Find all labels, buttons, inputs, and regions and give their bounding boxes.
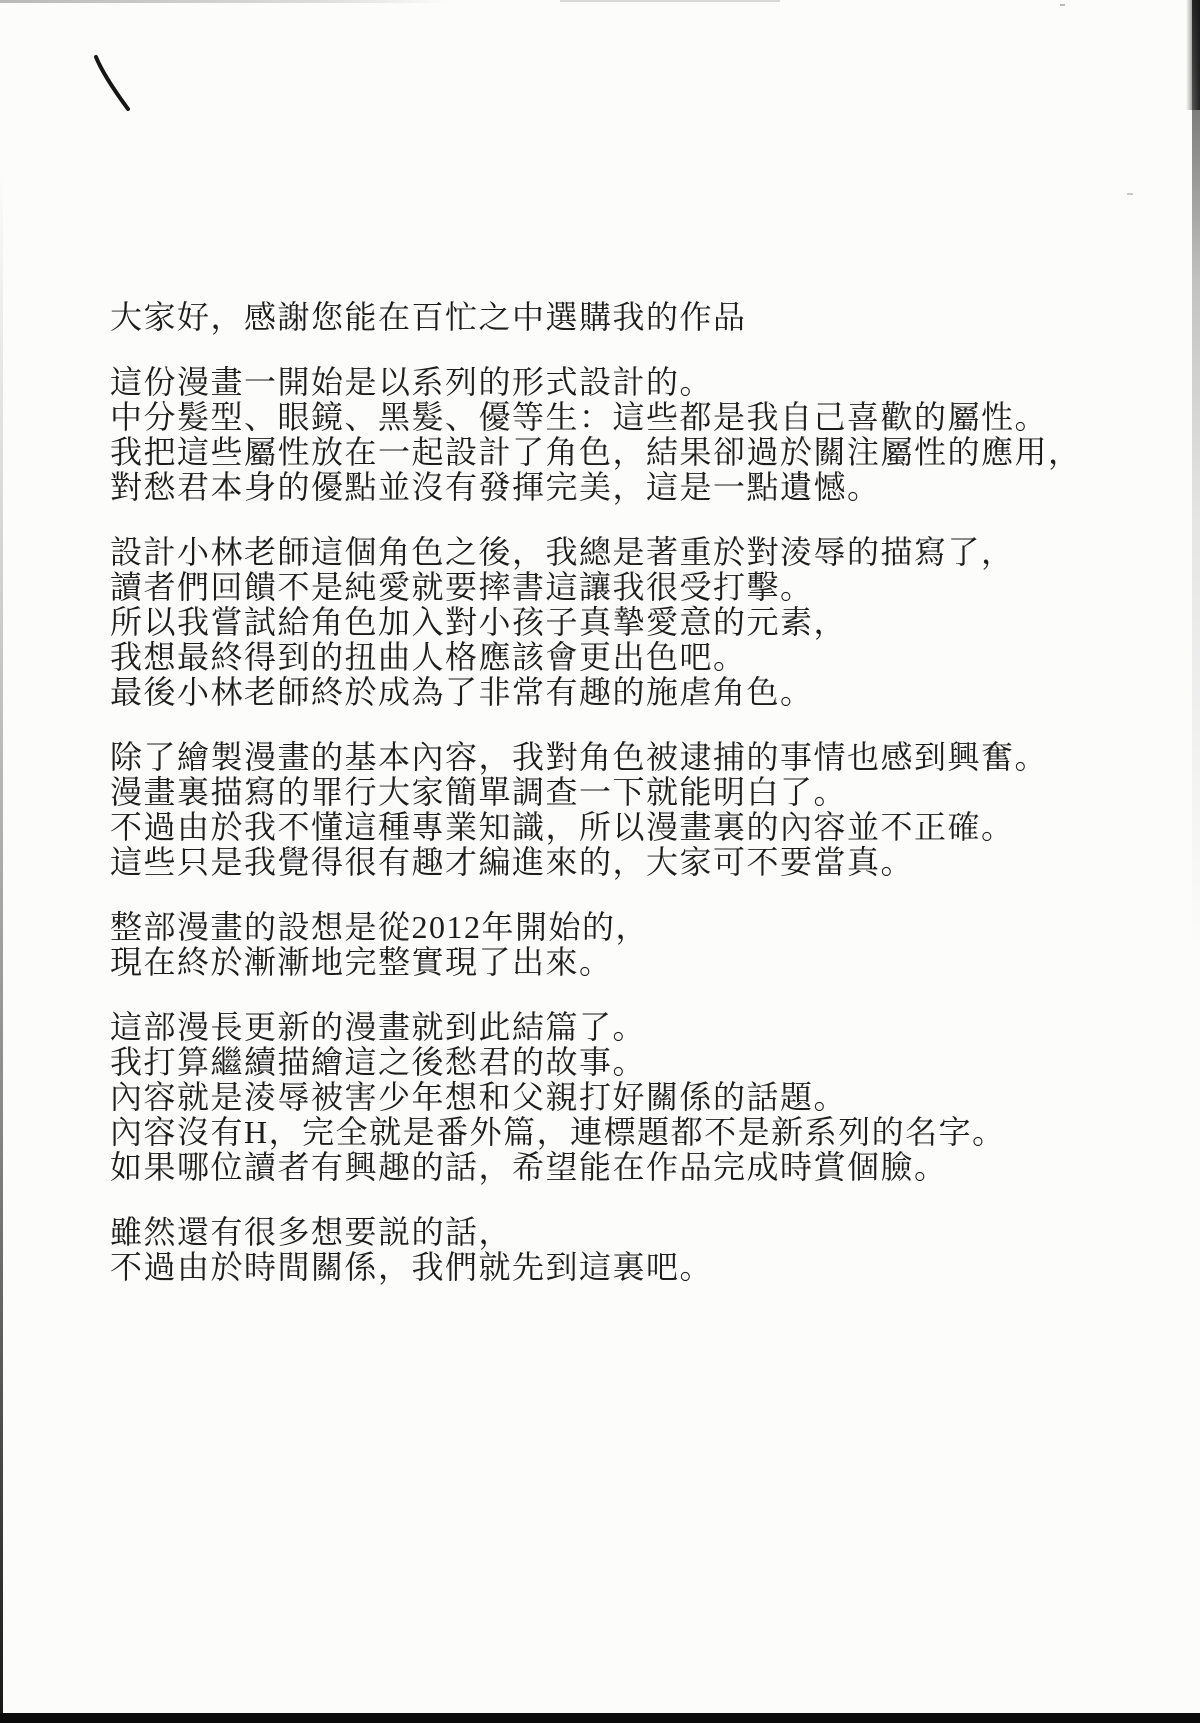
text-line: 這份漫畫一開始是以系列的形式設計的。 [110, 364, 714, 400]
text-line: 中分髮型、眼鏡、黑髮、優等生：這些都是我自己喜歡的屬性。 [110, 399, 1049, 435]
text-line: 整部漫畫的設想是從2012年開始的， [110, 909, 650, 945]
text-line: 不過由於時間關係，我們就先到這裏吧。 [110, 1249, 714, 1285]
text-line: 最後小林老師終於成為了非常有趣的施虐角色。 [110, 674, 814, 710]
paragraph-origin-year [110, 910, 1170, 980]
text-line: 讀者們回饋不是純愛就要摔書這讓我很受打擊。 [110, 569, 814, 605]
text-line: 現在終於漸漸地完整實現了出來。 [110, 944, 613, 980]
paragraph-greeting [110, 300, 1170, 335]
scan-edge-top-segment [560, 0, 780, 2]
scan-edge-bottom [0, 1713, 1200, 1723]
paragraph-research-note [110, 740, 1170, 880]
scan-edge-right [1192, 0, 1200, 950]
text-line: 除了繪製漫畫的基本內容，我對角色被逮捕的事情也感到興奮。 [110, 739, 1049, 775]
afterword-text [110, 300, 1170, 1315]
scan-speck [1127, 193, 1133, 195]
text-line: 大家好，感謝您能在百忙之中選購我的作品 [110, 299, 747, 335]
scan-edge-left [0, 0, 3, 1723]
text-line: 所以我嘗試給角色加入對小孩子真摯愛意的元素， [110, 604, 848, 640]
paragraph-character-design [110, 535, 1170, 710]
text-line: 對愁君本身的優點並沒有發揮完美，這是一點遺憾。 [110, 469, 881, 505]
scan-speck [1060, 4, 1065, 6]
text-line: 設計小林老師這個角色之後，我總是著重於對淩辱的描寫了， [110, 534, 1015, 570]
pen-scratch-mark [88, 50, 138, 120]
text-line: 我打算繼續描繪這之後愁君的故事。 [110, 1044, 647, 1080]
text-line: 雖然還有很多想要説的話， [110, 1214, 513, 1250]
text-line: 漫畫裏描寫的罪行大家簡單調查一下就能明白了。 [110, 774, 848, 810]
text-line: 內容沒有H，完全就是番外篇，連標題都不是新系列的名字。 [110, 1114, 1006, 1150]
text-line: 我想最終得到的扭曲人格應該會更出色吧。 [110, 639, 747, 675]
text-line: 這些只是我覺得很有趣才編進來的，大家可不要當真。 [110, 844, 915, 880]
scan-edge-right-corner [1186, 0, 1200, 110]
paragraph-future-plans [110, 1010, 1170, 1185]
text-line: 如果哪位讀者有興趣的話，希望能在作品完成時賞個臉。 [110, 1149, 948, 1185]
text-line: 不過由於我不懂這種專業知識，所以漫畫裏的內容並不正確。 [110, 809, 1015, 845]
paragraph-closing [110, 1215, 1170, 1285]
text-line: 我把這些屬性放在一起設計了角色，結果卻過於關注屬性的應用， [110, 434, 1082, 470]
text-line: 內容就是淩辱被害少年想和父親打好關係的話題。 [110, 1079, 848, 1115]
scan-edge-top [0, 0, 450, 3]
text-line: 這部漫長更新的漫畫就到此結篇了。 [110, 1009, 647, 1045]
paragraph-series-design [110, 365, 1170, 505]
